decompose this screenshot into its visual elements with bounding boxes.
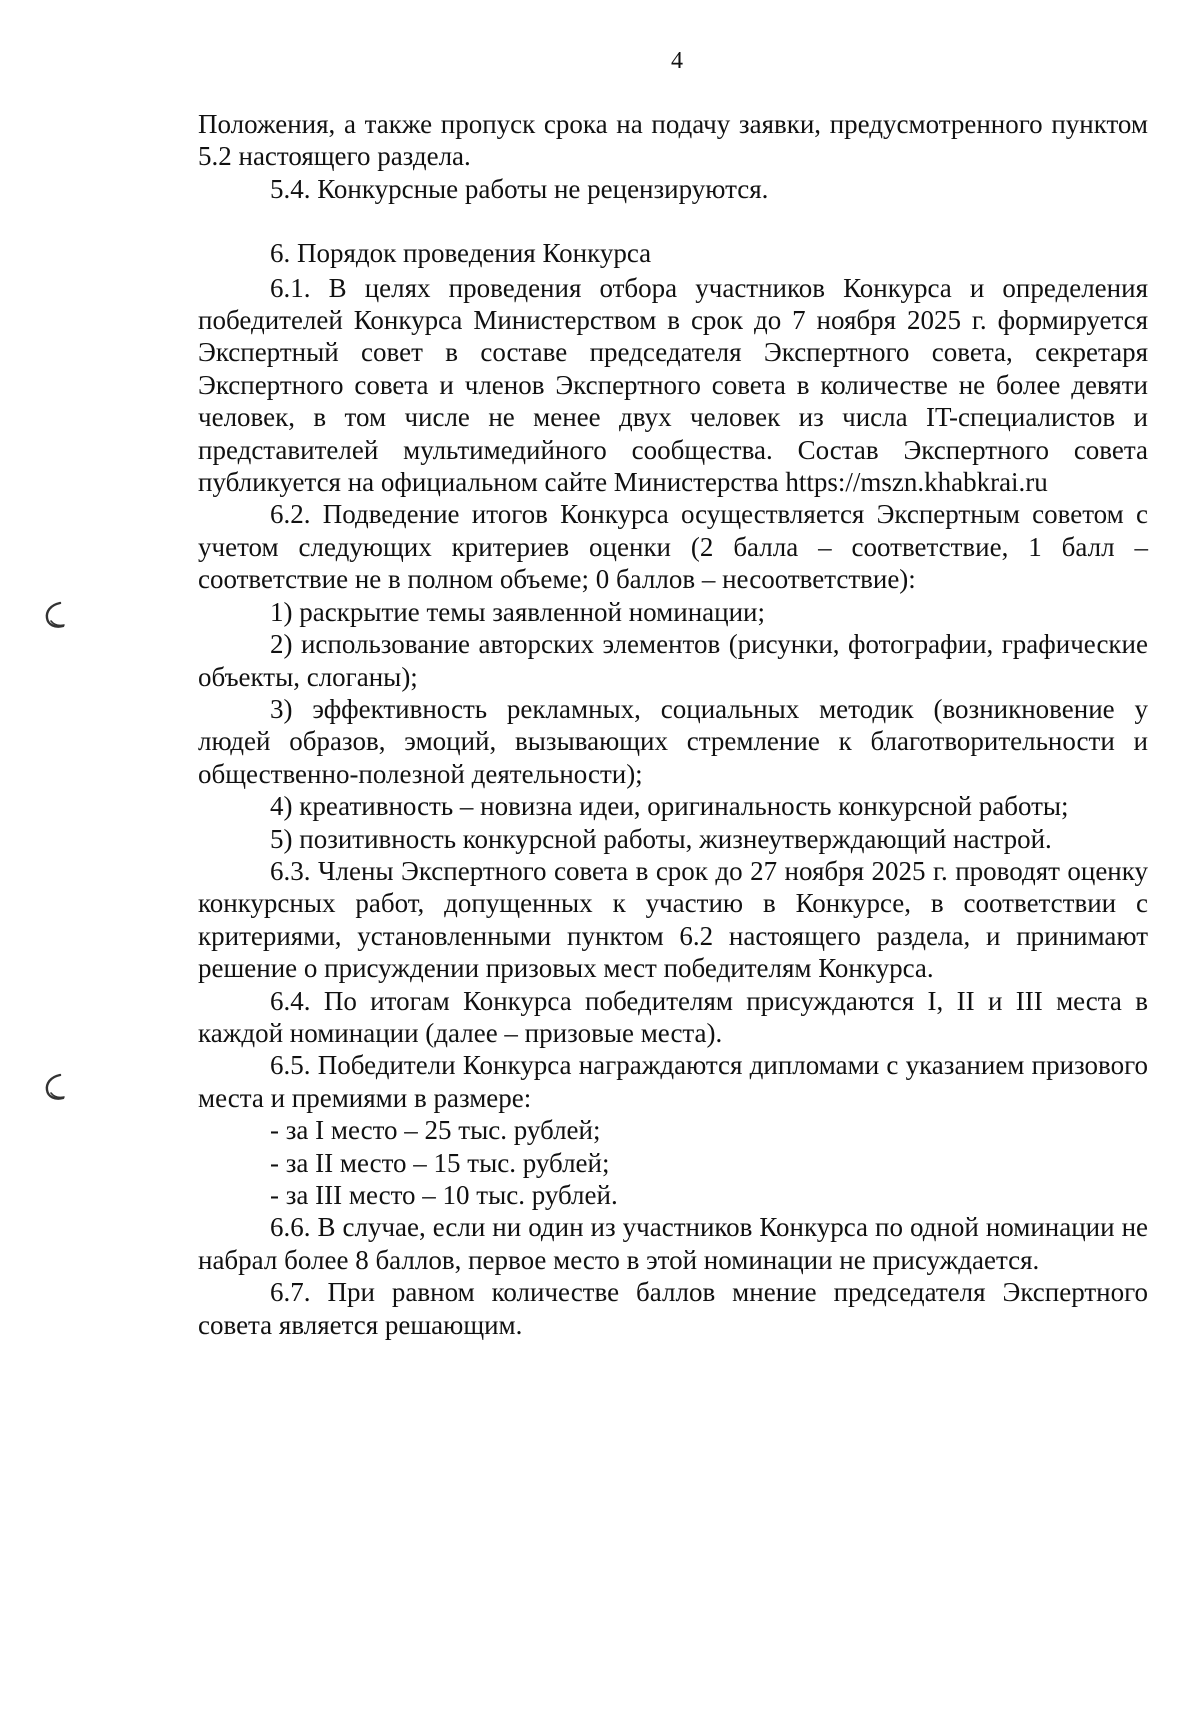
paragraph-6-6: 6.6. В случае, если ни один из участников Конкурса по одной номинации не набрал более 8 баллов, первое место в этой номинации не присуждается.: [198, 1212, 1148, 1275]
section-heading: 6. Порядок проведения Конкурса: [270, 238, 652, 269]
criterion-1: 1) раскрытие темы заявленной номинации;: [270, 596, 765, 627]
criterion-3: 3) эффективность рекламных, социальных методик (возникновение у людей образов, эмоций, вызывающих стремление к благотворительности и общественно-полезной деятельности);: [198, 693, 1148, 789]
paragraph-6-4: 6.4. По итогам Конкурса победителям присуждаются I, II и III места в каждой номинации (далее – призовые места).: [198, 985, 1148, 1048]
prize-second: - за II место – 15 тыс. рублей;: [270, 1147, 610, 1178]
paragraph-6-5: 6.5. Победители Конкурса награждаются дипломами с указанием призового места и премиями в размере:: [198, 1050, 1148, 1113]
page-number: 4: [671, 48, 683, 74]
paragraph-6-7: 6.7. При равном количестве баллов мнение председателя Экспертного совета является решающим.: [198, 1277, 1148, 1340]
criterion-2: 2) использование авторских элементов (рисунки, фотографии, графические объекты, слоганы);: [198, 629, 1148, 692]
paragraph-6-1: 6.1. В целях проведения отбора участников Конкурса и определения победителей Конкурса Министерством в срок до 7 ноября 2025 г. формируется Экспертный совет в составе председателя Экспертного совета, секретаря Экспертного совета и членов Экспертного совета в количестве не более девяти человек, в том числе не менее двух человек из числа IT-специалистов и представителей мультимедийного сообщества. Состав Экспертного совета публикуется на официальном сайте Министерства https://mszn.khabkrai.ru: [198, 272, 1148, 498]
paragraph-continuation: Положения, а также пропуск срока на подачу заявки, предусмотренного пунктом 5.2 настоящего раздела.: [198, 109, 1148, 172]
prize-third: - за III место – 10 тыс. рублей.: [270, 1180, 618, 1210]
punch-hole-mark-icon: [43, 600, 69, 630]
punch-hole-mark-icon: [43, 1072, 69, 1102]
paragraph-6-2: 6.2. Подведение итогов Конкурса осуществляется Экспертным советом с учетом следующих критериев оценки (2 балла – соответствие, 1 балл – соответствие не в полном объеме; 0 баллов – несоответствие):: [198, 499, 1148, 595]
prize-first: - за I место – 25 тыс. рублей;: [270, 1115, 601, 1146]
criterion-5: 5) позитивность конкурсной работы, жизнеутверждающий настрой.: [270, 823, 1052, 854]
criterion-4: 4) креативность – новизна идеи, оригинальность конкурсной работы;: [270, 791, 1069, 822]
paragraph-5-4: 5.4. Конкурсные работы не рецензируются.: [270, 173, 769, 204]
document-body: [198, 108, 1148, 1341]
paragraph-6-3: 6.3. Члены Экспертного совета в срок до 27 ноября 2025 г. проводят оценку конкурсных работ, допущенных к участию в Конкурсе, в соответствии с критериями, установленными пунктом 6.2 настоящего раздела, и принимают решение о присуждении призовых мест победителям Конкурса.: [198, 855, 1148, 984]
